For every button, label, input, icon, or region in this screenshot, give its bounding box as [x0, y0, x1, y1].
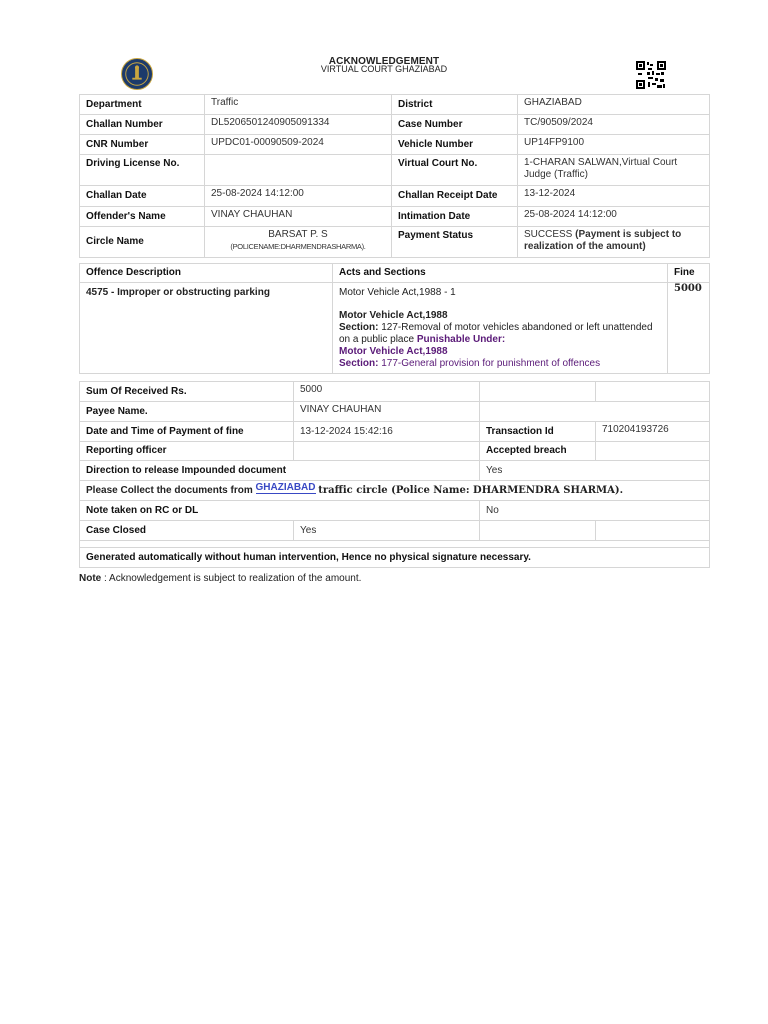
- challan-number-label: Challan Number: [80, 115, 205, 135]
- offence-table: [79, 263, 710, 374]
- payment-status-value: [518, 227, 710, 258]
- payment-date-label: Date and Time of Payment of fine: [80, 422, 294, 442]
- punishable-under: Punishable Under:: [416, 334, 506, 345]
- department-value: Traffic: [205, 95, 392, 115]
- intimation-value: 25-08-2024 14:12:00: [518, 207, 710, 227]
- payment-status-label: Payment Status: [392, 227, 518, 258]
- offence-description-header: Offence Description: [80, 264, 333, 283]
- collect-place-link[interactable]: GHAZIABAD: [255, 481, 316, 493]
- fine-amount: 5000: [668, 283, 710, 374]
- document-title: ACKNOWLEDGEMENT: [328, 56, 440, 67]
- court-value: 1-CHARAN SALWAN,Virtual Court Judge (Traffic): [518, 155, 710, 186]
- release-document-label: Direction to release Impounded document: [80, 461, 480, 481]
- district-value: GHAZIABAD: [518, 95, 710, 115]
- challan-date-value: 25-08-2024 14:12:00: [205, 186, 392, 207]
- vehicle-value: UP14FP9100: [518, 135, 710, 155]
- reporting-officer-value: [294, 442, 480, 461]
- payee-value: VINAY CHAUHAN: [294, 402, 480, 422]
- transaction-id-value: 710204193726: [596, 422, 710, 442]
- dl-label: Driving License No.: [80, 155, 205, 186]
- dl-value: [205, 155, 392, 186]
- district-label: District: [392, 95, 518, 115]
- section2-text: 177-General provision for punishment of offences: [381, 358, 601, 369]
- court-label: Virtual Court No.: [392, 155, 518, 186]
- challan-details-table: [79, 94, 710, 258]
- cnr-label: CNR Number: [80, 135, 205, 155]
- case-number-label: Case Number: [392, 115, 518, 135]
- note-rc-value: No: [480, 501, 710, 521]
- intimation-label: Intimation Date: [392, 207, 518, 227]
- footer-note-label: Note: [79, 573, 102, 584]
- case-number-value: TC/90509/2024: [518, 115, 710, 135]
- offender-value: VINAY CHAUHAN: [205, 207, 392, 227]
- sum-received-value: 5000: [294, 382, 480, 402]
- act-title-2: Motor Vehicle Act,1988: [339, 346, 448, 357]
- fine-header: Fine: [668, 264, 710, 283]
- case-closed-label: Case Closed: [80, 521, 294, 541]
- payment-date-value: 13-12-2024 15:42:16: [294, 422, 480, 442]
- auto-generated-notice: Generated automatically without human intervention, Hence no physical signature necessary.: [80, 548, 710, 568]
- payment-table: [79, 381, 710, 568]
- department-label: Department: [80, 95, 205, 115]
- circle-value: [205, 227, 392, 258]
- offence-description: 4575 - Improper or obstructing parking: [80, 283, 333, 374]
- qr-code-icon: [636, 61, 666, 89]
- challan-date-label: Challan Date: [80, 186, 205, 207]
- offender-label: Offender's Name: [80, 207, 205, 227]
- circle-police-name: (POLICENAME:DHARMENDRASHARMA).: [230, 242, 366, 251]
- section2-label: Section:: [339, 358, 379, 369]
- receipt-date-label: Challan Receipt Date: [392, 186, 518, 207]
- document-subtitle: VIRTUAL COURT GHAZIABAD: [320, 64, 448, 74]
- circle-name: BARSAT P. S: [268, 229, 328, 240]
- vehicle-label: Vehicle Number: [392, 135, 518, 155]
- note-rc-label: Note taken on RC or DL: [80, 501, 480, 521]
- accepted-breach-label: Accepted breach: [480, 442, 596, 461]
- section-text: 127-Removal of motor vehicles abandoned or left unattended on a public place: [339, 322, 653, 345]
- accepted-breach-value: [596, 442, 710, 461]
- payment-status: SUCCESS: [524, 229, 573, 240]
- transaction-id-label: Transaction Id: [480, 422, 596, 442]
- payee-label: Payee Name.: [80, 402, 294, 422]
- release-document-value: Yes: [480, 461, 710, 481]
- challan-number-value: DL5206501240905091334: [205, 115, 392, 135]
- act-line: Motor Vehicle Act,1988 - 1: [339, 287, 456, 298]
- payment-status-note: (Payment is subject to realization of the amount): [524, 229, 682, 252]
- cnr-value: UPDC01-00090509-2024: [205, 135, 392, 155]
- sum-received-label: Sum Of Received Rs.: [80, 382, 294, 402]
- circle-label: Circle Name: [80, 227, 205, 258]
- receipt-date-value: 13-12-2024: [518, 186, 710, 207]
- section-label: Section:: [339, 322, 379, 333]
- collect-documents: [80, 481, 710, 501]
- footer-note: [79, 573, 361, 584]
- case-closed-value: Yes: [294, 521, 480, 541]
- collect-prefix: Please Collect the documents from: [86, 484, 253, 496]
- reporting-officer-label: Reporting officer: [80, 442, 294, 461]
- act-title: Motor Vehicle Act,1988: [339, 310, 448, 321]
- acts-sections-header: Acts and Sections: [333, 264, 668, 283]
- acts-sections: [333, 283, 668, 374]
- footer-note-text: : Acknowledgement is subject to realization of the amount.: [104, 573, 362, 584]
- collect-suffix: traffic circle (Police Name: DHARMENDRA SHARMA).: [318, 484, 624, 496]
